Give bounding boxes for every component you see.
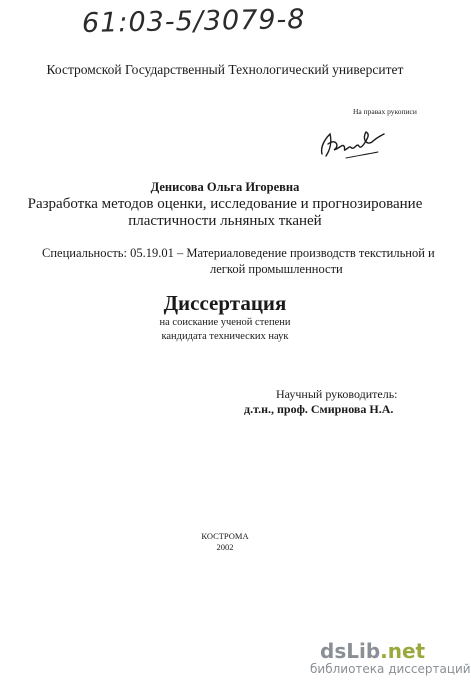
document-type: Диссертация: [163, 291, 287, 315]
title-line-1: Разработка методов оценки, исследование и прогнозирование: [27, 196, 423, 212]
degree-line-1: на соискание ученой степени: [159, 317, 291, 328]
specialty-line-2: легкой промышленности: [210, 262, 343, 276]
author-signature: [316, 124, 388, 164]
watermark-logo: [320, 641, 471, 661]
watermark-logo-main: dsLib: [320, 639, 381, 663]
author-name: Денисова Ольга Игоревна: [150, 180, 300, 194]
degree-sought: [0, 316, 450, 344]
supervisor-name: д.т.н., проф. Смирнова Н.А.: [244, 402, 394, 416]
place: КОСТРОМА: [201, 531, 249, 541]
supervisor-label: Научный руководитель:: [276, 387, 398, 401]
dslib-watermark: [310, 639, 471, 676]
year: 2002: [216, 542, 234, 552]
place-and-year: [0, 531, 450, 553]
watermark-subtitle: библиотека диссертаций: [310, 662, 471, 676]
archive-stamp: 61:03-5/3079-8: [81, 4, 306, 39]
watermark-logo-accent: .net: [380, 639, 426, 663]
specialty-line-1: Специальность: 05.19.01 – Материаловедение производств текстильной и: [42, 246, 435, 260]
dissertation-title: [0, 196, 450, 230]
university-name: Костромской Государственный Технологический университет: [46, 62, 404, 77]
manuscript-note: На правах рукописи: [353, 107, 417, 116]
title-line-2: пластичности льняных тканей: [128, 213, 322, 229]
degree-line-2: кандидата технических наук: [161, 331, 289, 342]
